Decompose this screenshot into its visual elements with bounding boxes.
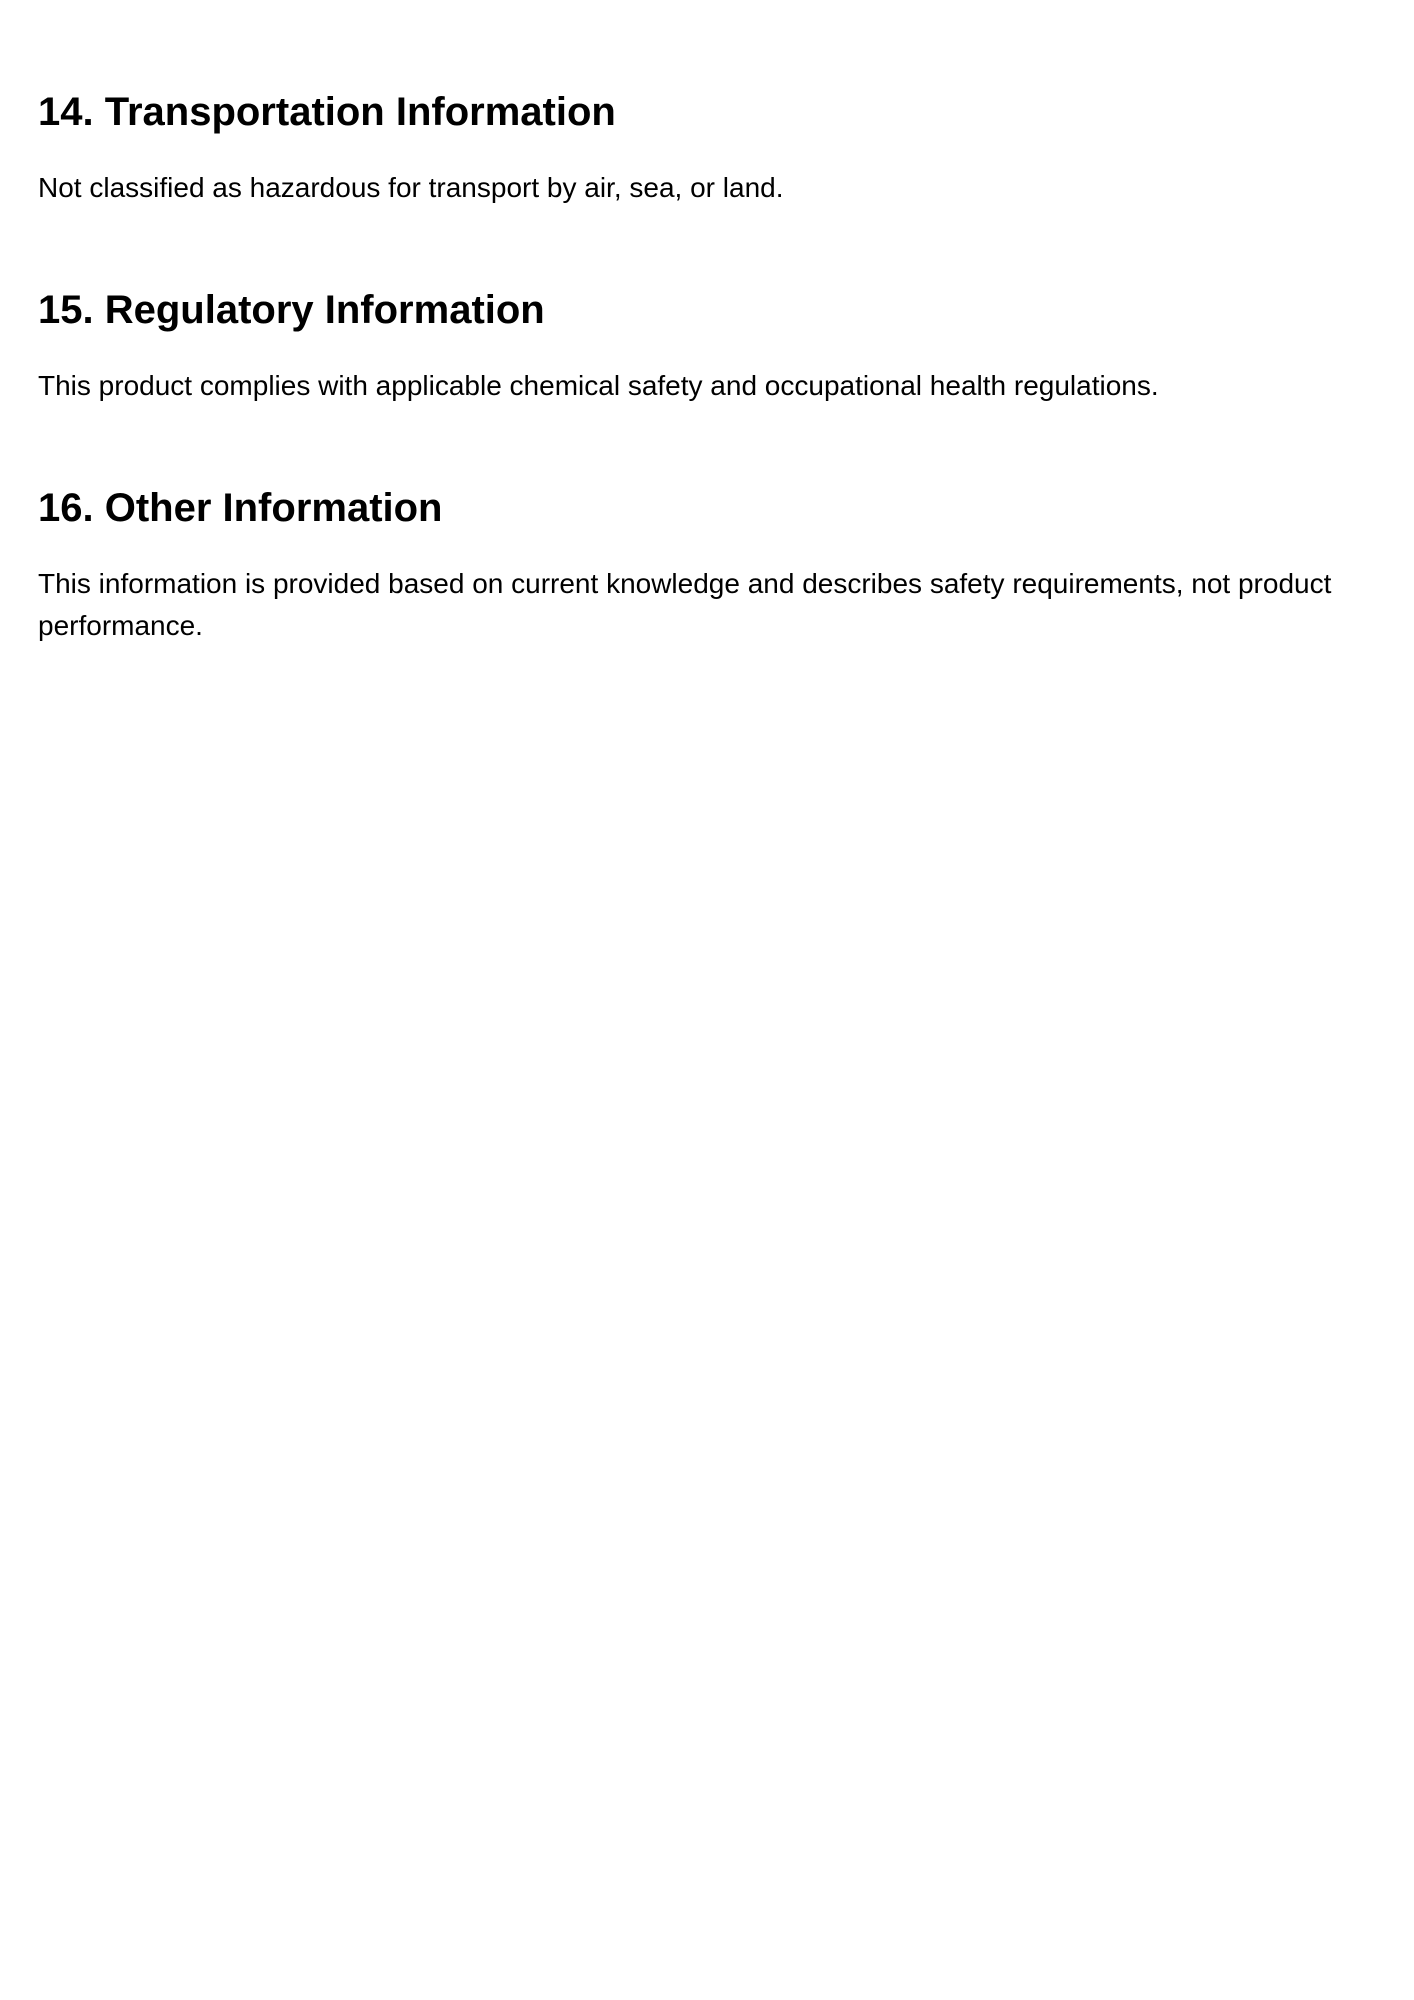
- section-16-heading: 16. Other Information: [38, 486, 443, 530]
- section-transportation-information: [38, 89, 1376, 209]
- section-other-information: [38, 485, 1376, 647]
- section-14-body: Not classified as hazardous for transport by air, sea, or land.: [38, 172, 784, 203]
- section-regulatory-information: [38, 287, 1376, 407]
- section-15-body: This product complies with applicable chemical safety and occupational health regulations.: [38, 370, 1159, 401]
- section-16-body: This information is provided based on current knowledge and describes safety requirements, not product performance.: [38, 568, 1332, 641]
- section-14-heading: 14. Transportation Information: [38, 90, 616, 134]
- section-15-heading: 15. Regulatory Information: [38, 288, 545, 332]
